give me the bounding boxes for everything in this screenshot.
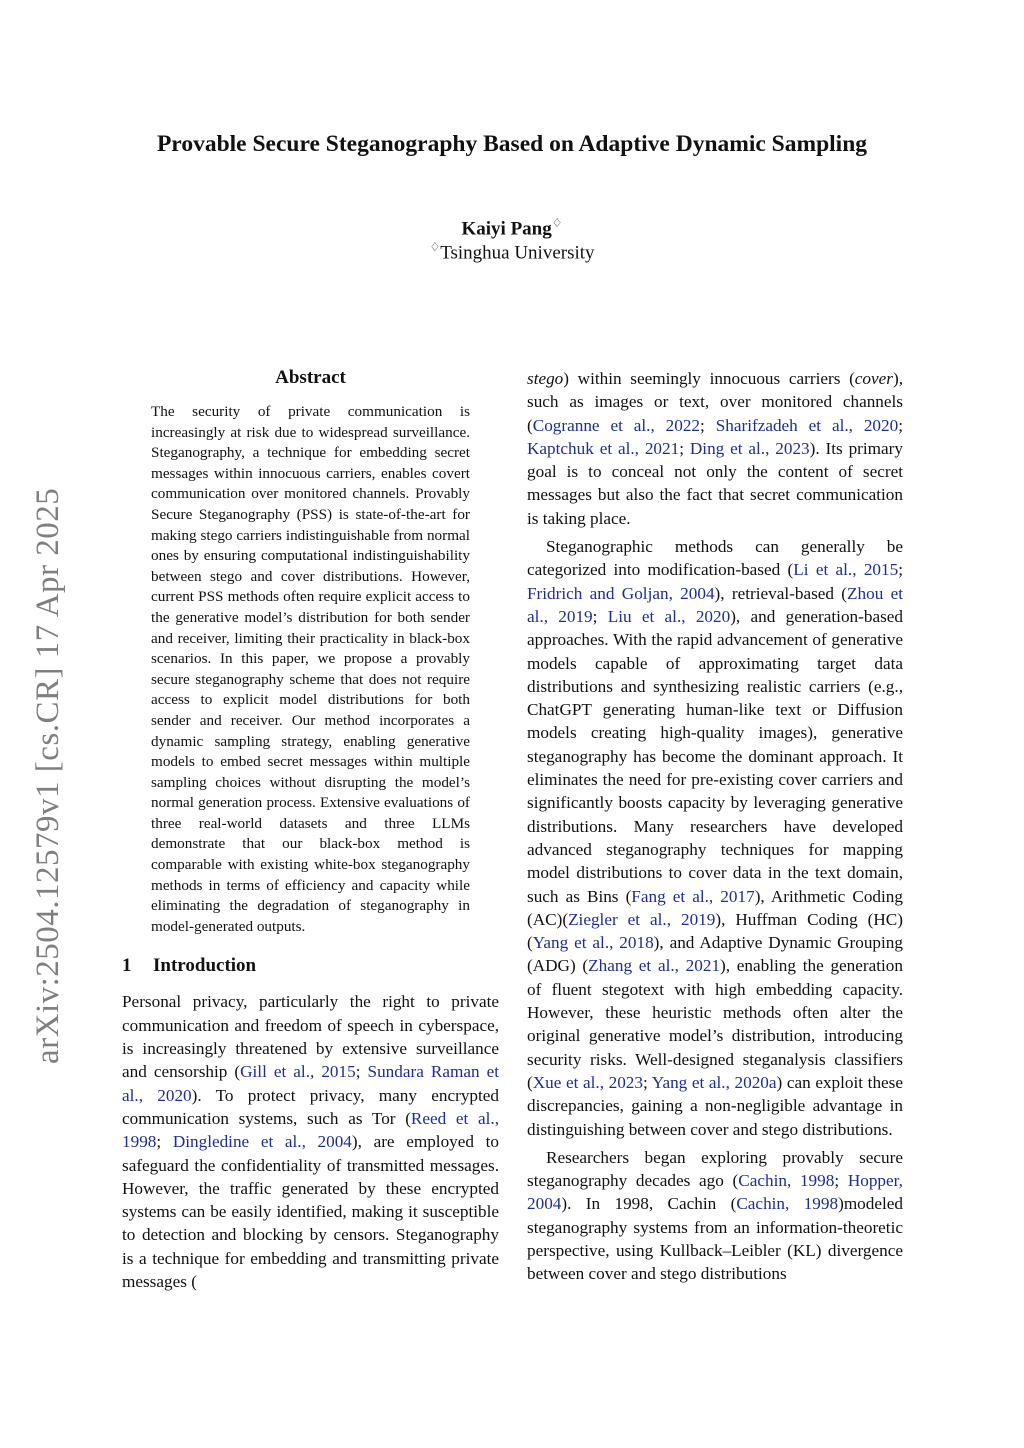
citation-link[interactable]: Fridrich and Goljan, 2004 (527, 583, 715, 603)
text-run: ), Arithmetic Coding (AC)( (527, 886, 903, 929)
text-run: ; (898, 415, 903, 435)
citation-link[interactable]: Sharifzadeh et al., 2020 (715, 415, 899, 435)
text-run: Personal privacy, particularly the right to private communication and freedom of speech in cyberspace, is increasingly threatened by extensive surveillance and censorship ( (122, 992, 499, 1082)
text-run: ) within seemingly innocuous carriers ( (563, 369, 855, 388)
text-run: ), such as images or text, over monitored channels ( (527, 369, 903, 435)
citation-link[interactable]: Xue et al., 2023 (532, 1072, 643, 1092)
author-line (0, 216, 1024, 240)
text-run: ; (679, 438, 690, 458)
citation-link[interactable]: Liu et al., 2020 (607, 606, 731, 626)
text-run: ; (834, 1171, 848, 1191)
text-run: ), retrieval-based ( (714, 583, 848, 603)
left-column (122, 366, 499, 1293)
citation-link[interactable]: Yang et al., 2018 (532, 933, 654, 953)
text-run: ; (898, 560, 903, 580)
arxiv-identifier: arXiv:2504.12579v1 [cs.CR] 17 Apr 2025 (30, 487, 66, 1064)
text-run: Steganographic methods can generally be categorized into modification-based ( (527, 537, 903, 580)
citation-link[interactable]: Ziegler et al., 2019 (568, 909, 716, 929)
citation-link[interactable]: Dingledine et al., 2004 (172, 1132, 352, 1152)
intro-paragraph-2 (527, 535, 903, 1141)
section-heading-introduction (122, 954, 499, 978)
citation-link[interactable]: Cachin, 1998 (738, 1171, 835, 1191)
paper-title: Provable Secure Steganography Based on Adaptive Dynamic Sampling (156, 131, 868, 157)
text-run: )modeled steganography systems from an information-theoretic perspective, using Kullback–Leibler (KL) divergence between cover and stego distributions (527, 1194, 904, 1284)
affiliation-line (0, 240, 1024, 264)
text-run: ). To protect privacy, many encrypted communication systems, such as Tor ( (122, 1085, 500, 1128)
affiliation-name: Tsinghua University (440, 242, 595, 264)
citation-link[interactable]: Yang et al., 2020a (651, 1072, 777, 1092)
citation-link[interactable]: Gill et al., 2015 (240, 1062, 356, 1082)
section-title: Introduction (153, 955, 257, 977)
author-mark: ♢ (551, 216, 563, 230)
intro-paragraph-3 (527, 1146, 903, 1286)
text-run: ) can exploit these discrepancies, gaining a non-negligible advantage in distinguishing between cover and stego distributions. (527, 1072, 903, 1139)
right-column (527, 367, 903, 1286)
citation-link[interactable]: Cogranne et al., 2022 (532, 415, 701, 435)
citation-link[interactable]: Sundara Raman et al., 2020 (122, 1062, 499, 1105)
emphasis-cover: cover (854, 369, 893, 388)
text-run: ; (156, 1132, 173, 1152)
text-run: ; (355, 1062, 368, 1082)
citation-link[interactable]: Kaptchuk et al., 2021 (527, 438, 680, 458)
citation-link[interactable]: Ding et al., 2023 (689, 438, 810, 458)
text-run: ), and Adaptive Dynamic Grouping (ADG) ( (527, 933, 903, 976)
abstract-text: The security of private communication is increasingly at risk due to widespread surveillance. Steganography, a technique for embedding secret messages within innocuous carriers, enables covert communication over monitored channels. Provably Secure Steganography (PSS) is state-of-the-art for making stego carriers indistinguishable from normal ones by ensuring computational indistinguishability between stego and cover distributions. However, current PSS methods often require explicit access to the generative model’s distribution for both sender and receiver, limiting their practicality in black-box scenarios. In this paper, we propose a provably secure steganography scheme that does not require access to explicit model distributions for both sender and receiver. Our method incorporates a dynamic sampling strategy, enabling generative models to embed secret messages within multiple sampling choices without disrupting the model’s normal generation process. Extensive evaluations of three real-world datasets and three LLMs demonstrate that our black-box method is comparable with existing white-box steganography methods in terms of efficiency and capacity while eliminating the degradation of steganography in model-generated outputs. (151, 403, 470, 935)
text-run: ; (643, 1072, 652, 1092)
text-run: ), and generation-based approaches. With the rapid advancement of generative models capable of approximating target data distributions and synthesizing realistic carriers (e.g., ChatGPT generating human-like text or Diffusion models creating high-quality images), generative steganography has become the dominant approach. It eliminates the need for pre-existing cover carriers and significantly boosts capacity by leveraging generative distributions. Many researchers have developed advanced steganography techniques for mapping model distributions to cover data in the text domain, such as Bins ( (527, 606, 903, 906)
intro-paragraph-1-part-a (122, 990, 499, 1293)
text-run: ). Its primary goal is to conceal not only the content of secret messages but also the fact that secret communication is taking place. (527, 438, 903, 528)
citation-link[interactable]: Zhou et al., 2019 (527, 583, 904, 626)
citation-link[interactable]: Zhang et al., 2021 (588, 956, 721, 976)
citation-link[interactable]: Cachin, 1998 (736, 1194, 839, 1214)
text-run: Researchers began exploring provably secure steganography decades ago ( (527, 1147, 903, 1191)
text-run: ), Huffman Coding (HC) ( (527, 909, 903, 953)
intro-paragraph-1-part-b (527, 367, 903, 530)
text-run: ; (592, 606, 608, 626)
author-name: Kaiyi Pang (461, 218, 552, 240)
text-run: ), are employed to safeguard the confidentiality of transmitted messages. However, the traffic generated by these encrypted systems can be easily identified, making it susceptible to detection and blocking by censors. Steganography is a technique for embedding and transmitting private messages ( (122, 1132, 499, 1291)
affiliation-mark: ♢ (429, 240, 441, 254)
text-run: ). In 1998, Cachin ( (561, 1194, 737, 1214)
citation-link[interactable]: Reed et al., 1998 (122, 1108, 500, 1152)
citation-link[interactable]: Hopper, 2004 (527, 1171, 903, 1214)
abstract-heading: Abstract (275, 367, 346, 388)
text-run: ), enabling the generation of fluent stegotext with high embedding capacity. However, these heuristic methods often alter the original generative model’s distribution, introducing security risks. Well-designed steganalysis classifiers ( (527, 956, 903, 1092)
text-run: ; (700, 415, 716, 435)
citation-link[interactable]: Li et al., 2015 (793, 560, 899, 580)
section-number: 1 (122, 955, 132, 977)
emphasis-stego: stego (527, 369, 564, 388)
citation-link[interactable]: Fang et al., 2017 (631, 886, 755, 906)
